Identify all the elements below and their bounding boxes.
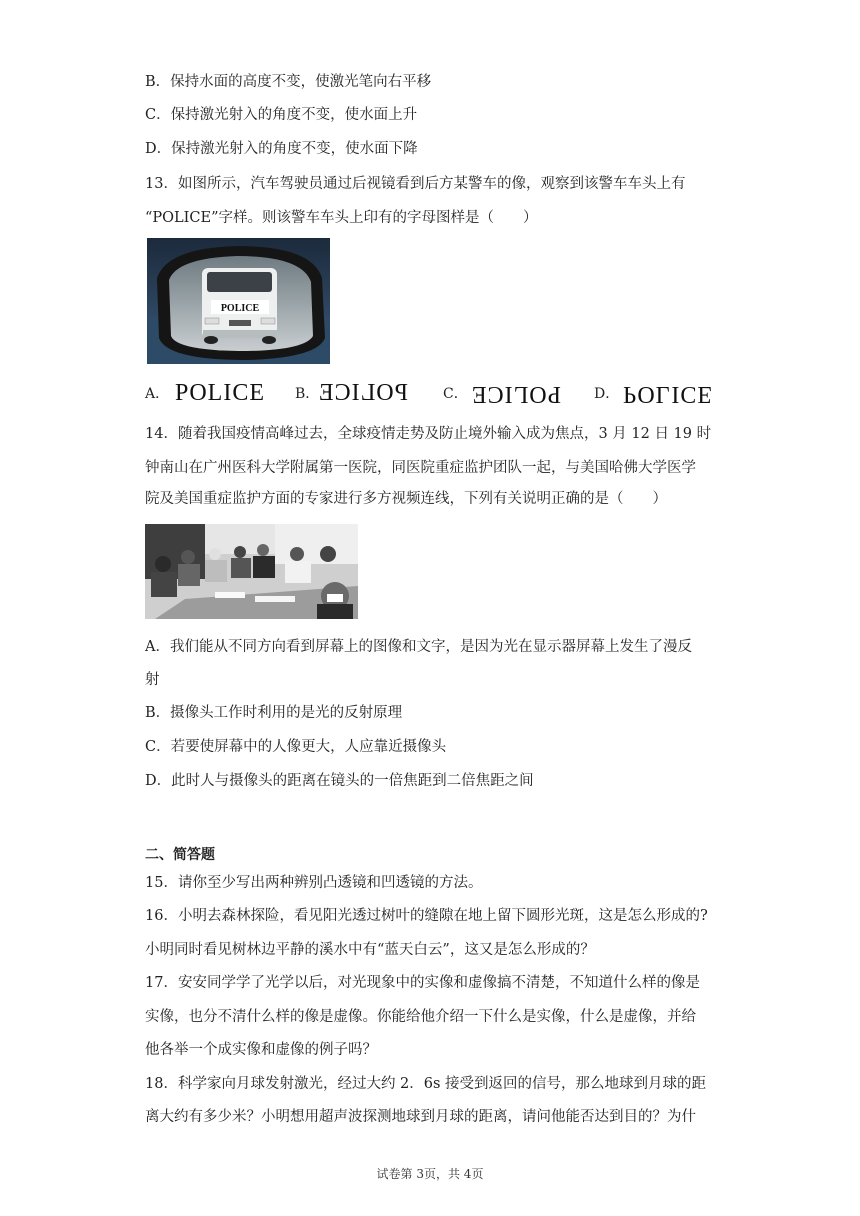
q14-option-a-line1: A．我们能从不同方向看到屏幕上的图像和文字，是因为光在显示器屏幕上发生了漫反: [145, 639, 692, 655]
q14-option-c: C．若要使屏幕中的人像更大，人应靠近摄像头: [145, 739, 447, 755]
q13-option-c-image: POLICE: [471, 381, 561, 407]
video-conference-photo: [145, 524, 358, 619]
q18-line2: 离大约有多少米？小明想用超声波探测地球到月球的距离，请问他能否达到目的？为什: [145, 1109, 696, 1125]
q14-stem-line2: 钟南山在广州医科大学附属第一医院，同医院重症监护团队一起，与美国哈佛大学医学: [145, 460, 696, 476]
q18-line1: 18．科学家向月球发射激光，经过大约 2．6s 接受到返回的信号，那么地球到月球的距: [145, 1076, 707, 1092]
q12-option-d: D．保持激光射入的角度不变，使水面下降: [145, 141, 418, 157]
q13-stem-line1: 13．如图所示，汽车驾驶员通过后视镜看到后方某警车的像，观察到该警车车头上有: [145, 176, 686, 192]
q16-line2: 小明同时看见树林边平静的溪水中有“蓝天白云”，这又是怎么形成的？: [145, 942, 595, 958]
q13-option-b-label: B．: [295, 386, 320, 402]
q13-option-d-image: POLICE: [623, 381, 713, 407]
q14-option-a-line2: 射: [145, 672, 160, 688]
rearview-mirror-photo: [147, 238, 330, 364]
q13-option-a-image: POLICE: [175, 380, 265, 406]
page-footer: 试卷第 3页，共 4页: [376, 1167, 484, 1181]
q17-line3: 他各举一个成实像和虚像的例子吗？: [145, 1042, 377, 1058]
q17-line1: 17．安安同学学了光学以后，对光现象中的实像和虚像搞不清楚，不知道什么样的像是: [145, 975, 700, 991]
q14-stem-line3: 院及美国重症监护方面的专家进行多方视频连线，下列有关说明正确的是（ ）: [145, 491, 667, 507]
q13-option-b-image: POLICE: [318, 380, 408, 406]
q14-option-d: D．此时人与摄像头的距离在镜头的一倍焦距到二倍焦距之间: [145, 773, 534, 789]
q13-option-c-label: C．: [443, 386, 468, 402]
q14-stem-line1: 14．随着我国疫情高峰过去，全球疫情走势及防止境外输入成为焦点，3 月 12 日 19 时: [145, 426, 712, 442]
q13-option-d-label: D．: [594, 386, 620, 402]
q13-stem-line2: “POLICE”字样。则该警车车头上印有的字母图样是（ ）: [145, 210, 538, 226]
section-heading: 二、简答题: [145, 847, 215, 863]
police-text: POLICE: [220, 303, 260, 314]
q12-option-b: B．保持水面的高度不变，使激光笔向右平移: [145, 74, 432, 90]
q15: 15．请你至少写出两种辨别凸透镜和凹透镜的方法。: [145, 875, 483, 891]
q13-option-a-label: A．: [145, 386, 170, 402]
q12-option-c: C．保持激光射入的角度不变，使水面上升: [145, 107, 418, 123]
q17-line2: 实像，也分不清什么样的像是虚像。你能给他介绍一下什么是实像，什么是虚像，并给: [145, 1009, 696, 1025]
q16-line1: 16．小明去森林探险，看见阳光透过树叶的缝隙在地上留下圆形光斑，这是怎么形成的?: [145, 908, 708, 924]
q14-option-b: B．摄像头工作时利用的是光的反射原理: [145, 705, 403, 721]
